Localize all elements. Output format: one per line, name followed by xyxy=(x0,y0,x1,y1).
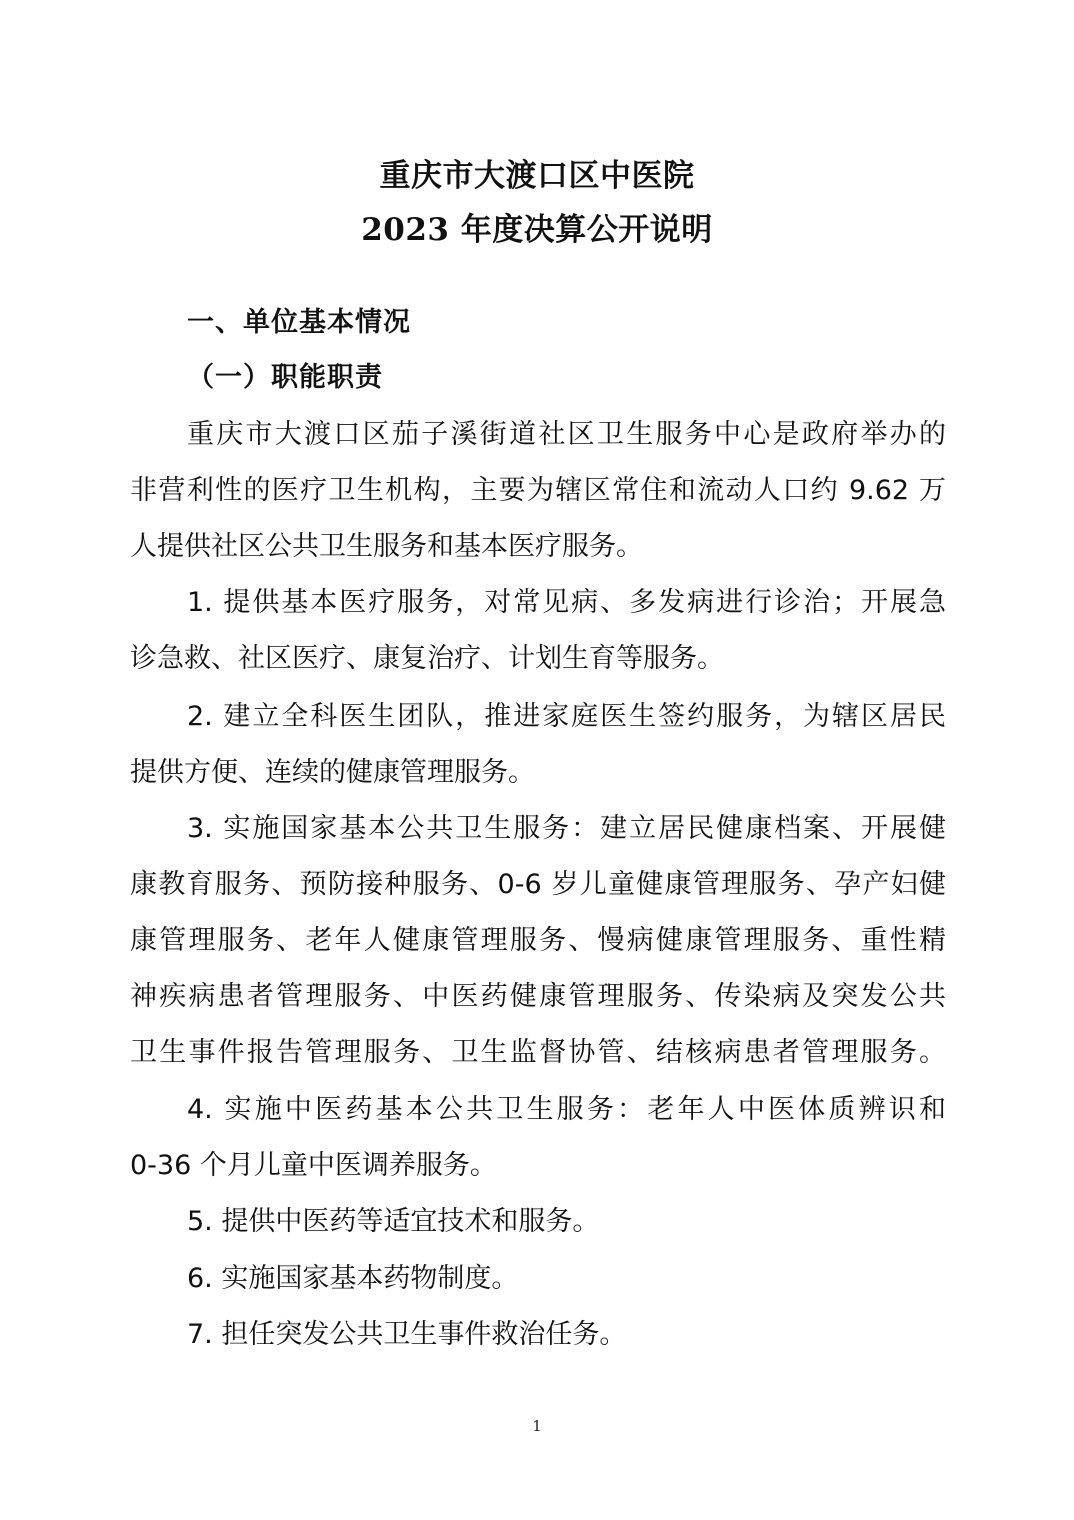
list-item-line: 5. 提供中医药等适宜技术和服务。 xyxy=(187,1206,600,1237)
list-item-line: 2. 建立全科医生团队，推进家庭医生签约服务，为辖区居民 xyxy=(187,701,946,732)
list-item-line: 4. 实施中医药基本公共卫生服务：老年人中医体质辨识和 xyxy=(187,1094,946,1125)
list-item-line: 7. 担任突发公共卫生事件救治任务。 xyxy=(187,1319,627,1350)
paragraph-line: 非营利性的医疗卫生机构，主要为辖区常住和流动人口约 9.62 万 xyxy=(130,475,946,506)
document-title-line-1: 重庆市大渡口区中医院 xyxy=(379,158,695,194)
list-item-line: 0-36 个月儿童中医调养服务。 xyxy=(130,1150,497,1181)
list-item-line: 3. 实施国家基本公共卫生服务：建立居民健康档案、开展健 xyxy=(187,813,946,844)
list-item-line: 提供方便、连续的健康管理服务。 xyxy=(130,757,535,788)
list-item-line: 康教育服务、预防接种服务、0-6 岁儿童健康管理服务、孕产妇健 xyxy=(130,869,946,900)
list-item-line: 诊急救、社区医疗、康复治疗、计划生育等服务。 xyxy=(130,643,724,674)
list-item-line: 1. 提供基本医疗服务，对常见病、多发病进行诊治；开展急 xyxy=(187,587,946,618)
paragraph-line: 重庆市大渡口区茄子溪街道社区卫生服务中心是政府举办的 xyxy=(187,419,946,450)
document-title-line-2: 2023 年度决算公开说明 xyxy=(361,212,713,248)
page-number: 1 xyxy=(532,1417,542,1435)
list-item-line: 6. 实施国家基本药物制度。 xyxy=(187,1263,519,1294)
subsection-heading-functions: （一）职能职责 xyxy=(187,362,383,393)
list-item-line: 卫生事件报告管理服务、卫生监督协管、结核病患者管理服务。 xyxy=(130,1037,946,1068)
list-item-line: 康管理服务、老年人健康管理服务、慢病健康管理服务、重性精 xyxy=(130,925,946,956)
section-heading-unit-basics: 一、单位基本情况 xyxy=(187,307,411,338)
paragraph-line: 人提供社区公共卫生服务和基本医疗服务。 xyxy=(130,531,643,562)
list-item-line: 神疾病患者管理服务、中医药健康管理服务、传染病及突发公共 xyxy=(130,981,946,1012)
